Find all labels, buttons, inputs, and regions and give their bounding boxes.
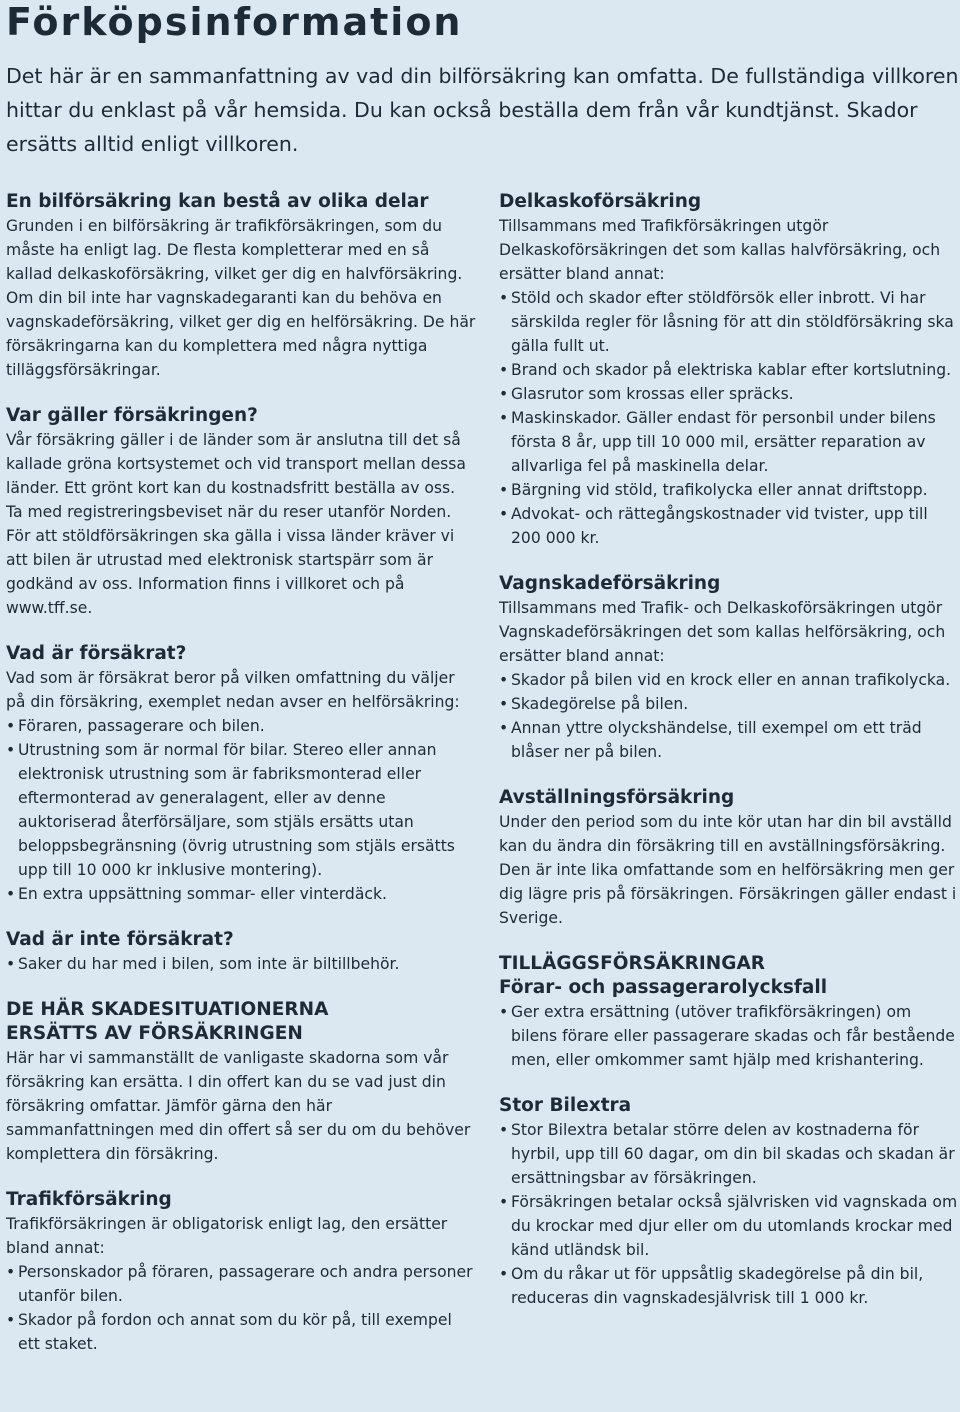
section-delkasko (499, 190, 960, 550)
section-bilextra (499, 1094, 960, 1310)
list-item: • Försäkringen betalar också självrisken vid vagnskada om du krockar med djur eller om du utomlands krockar med känd utländsk bil. (499, 1190, 960, 1262)
list-item: • Maskinskador. Gäller endast för personbil under bilens första 8 år, upp till 10 000 mil, ersätter reparation av allvarliga fel på maskinella delar. (499, 406, 960, 478)
heading-skade-line2: ERSÄTTS AV FÖRSÄKRINGEN (6, 1023, 303, 1044)
section-galler (6, 404, 476, 620)
text-forsakrat: Vad som är försäkrat beror på vilken omfattning du väljer på din försäkring, exemplet nedan avser en helförsäkring: (6, 669, 460, 711)
text-skade: Här har vi sammanställt de vanligaste skadorna som vår försäkring kan ersätta. I din offert kan du se vad just din försäkring omfattar. Jämför gärna den här sammanfattningen med din offert så ser du om du behöver komplettera din försäkring. (6, 1049, 471, 1163)
text-galler: Vår försäkring gäller i de länder som är anslutna till det så kallade gröna kortsystemet och vid transport mellan dessa länder. Ett grönt kort kan du kostnadsfritt beställa av oss. Ta med registreringsbeviset när du reser utanför Norden. För att stöldförsäkringen ska gälla i vissa länder kräver vi att bilen är utrustad med elektronisk startspärr som är godkänd av oss. Information finns i villkoret och på www.tff.se. (6, 431, 466, 617)
heading-inte: Vad är inte försäkrat? (6, 929, 234, 950)
list-trafik (6, 1260, 476, 1356)
heading-bilextra: Stor Bilextra (499, 1095, 632, 1116)
list-item: • Bärgning vid stöld, trafikolycka eller annat driftstopp. (499, 478, 960, 502)
heading-trafik: Trafikförsäkring (6, 1189, 172, 1210)
list-item: • Brand och skador på elektriska kablar efter kortslutning. (499, 358, 960, 382)
section-inte (6, 928, 476, 976)
list-item: • Föraren, passagerare och bilen. (6, 714, 476, 738)
list-item: • Skador på fordon och annat som du kör på, till exempel ett staket. (6, 1308, 476, 1356)
list-vagn (499, 668, 960, 764)
list-item: • En extra uppsättning sommar- eller vinterdäck. (6, 882, 476, 906)
heading-vagn: Vagnskadeförsäkring (499, 573, 721, 594)
list-item: • Skador på bilen vid en krock eller en annan trafikolycka. (499, 668, 960, 692)
section-trafik (6, 1188, 476, 1356)
list-tillagg (499, 1000, 960, 1072)
list-item: • Saker du har med i bilen, som inte är biltillbehör. (6, 952, 476, 976)
list-item: • Annan yttre olyckshändelse, till exempel om ett träd blåser ner på bilen. (499, 716, 960, 764)
right-column (499, 190, 960, 1332)
list-inte (6, 952, 476, 976)
list-item: • Stor Bilextra betalar större delen av kostnaderna för hyrbil, upp till 60 dagar, om din bil skadas och skadan är ersättningsbar av försäkringen. (499, 1118, 960, 1190)
heading-avstallning: Avställningsförsäkring (499, 787, 735, 808)
list-item: • Advokat- och rättegångskostnader vid tvister, upp till 200 000 kr. (499, 502, 960, 550)
list-item: • Om du råkar ut för uppsåtlig skadegörelse på din bil, reduceras din vagnskadesjälvrisk till 1 000 kr. (499, 1262, 960, 1310)
list-item: • Glasrutor som krossas eller spräcks. (499, 382, 960, 406)
heading-delkasko: Delkaskoförsäkring (499, 191, 702, 212)
list-item: • Ger extra ersättning (utöver trafikförsäkringen) om bilens förare eller passagerare skadas och får bestående men, eller omkommer samt hjälp med krishantering. (499, 1000, 960, 1072)
section-tillagg (499, 952, 960, 1072)
text-delkasko: Tillsammans med Trafikförsäkringen utgör Delkaskoförsäkringen det som kallas halvförsäkring, och ersätter bland annat: (499, 217, 941, 283)
section-forsakrat (6, 642, 476, 906)
heading-delar: En bilförsäkring kan bestå av olika delar (6, 191, 429, 212)
text-trafik: Trafikförsäkringen är obligatorisk enligt lag, den ersätter bland annat: (6, 1215, 448, 1257)
heading-galler: Var gäller försäkringen? (6, 405, 258, 426)
list-delkasko (499, 286, 960, 550)
text-avstallning: Under den period som du inte kör utan har din bil avställd kan du ändra din försäkring till en avställningsförsäkring. Den är inte lika omfattande som en helförsäkring men ger dig lägre pris på försäkringen. Försäkringen gäller endast i Sverige. (499, 813, 957, 927)
text-vagn: Tillsammans med Trafik- och Delkaskoförsäkringen utgör Vagnskadeförsäkringen det som kallas helförsäkring, och ersätter bland annat: (499, 599, 946, 665)
list-item: • Utrustning som är normal för bilar. Stereo eller annan elektronisk utrustning som är fabriksmonterad eller eftermonterad av generalagent, eller av denne auktoriserad återförsäljare, som stjäls ersätts utan beloppsbegränsning (övrig utrustning som stjäls ersätts upp till 10 000 kr inklusive montering). (6, 738, 476, 882)
left-column (6, 190, 476, 1378)
page-title: Förköpsinformation (6, 0, 463, 44)
heading-skade-line1: DE HÄR SKADESITUATIONERNA (6, 999, 329, 1020)
intro-text: Det här är en sammanfattning av vad din bilförsäkring kan omfatta. De fullständiga villkoren hittar du enklast på vår hemsida. Du kan också beställa dem från vår kundtjänst. Skador ersätts alltid enligt villkoren. (6, 64, 959, 156)
subheading-tillagg: Förar- och passagerarolycksfall (499, 977, 828, 998)
section-skade (6, 998, 476, 1166)
section-avstallning (499, 786, 960, 930)
heading-tillagg: TILLÄGGSFÖRSÄKRINGAR (499, 953, 766, 974)
list-bilextra (499, 1118, 960, 1310)
list-forsakrat (6, 714, 476, 906)
list-item: • Personskador på föraren, passagerare och andra personer utanför bilen. (6, 1260, 476, 1308)
list-item: • Stöld och skador efter stöldförsök eller inbrott. Vi har särskilda regler för låsning för att din stöldförsäkring ska gälla fullt ut. (499, 286, 960, 358)
section-vagn (499, 572, 960, 764)
section-delar (6, 190, 476, 382)
heading-forsakrat: Vad är försäkrat? (6, 643, 187, 664)
text-delar: Grunden i en bilförsäkring är trafikförsäkringen, som du måste ha enligt lag. De flesta kompletterar med en så kallad delkaskoförsäkring, vilket ger dig en halvförsäkring. Om din bil inte har vagnskadegaranti kan du behöva en vagnskadeförsäkring, vilket ger dig en helförsäkring. De här försäkringarna kan du komplettera med några nyttiga tilläggsförsäkringar. (6, 217, 476, 379)
list-item: • Skadegörelse på bilen. (499, 692, 960, 716)
